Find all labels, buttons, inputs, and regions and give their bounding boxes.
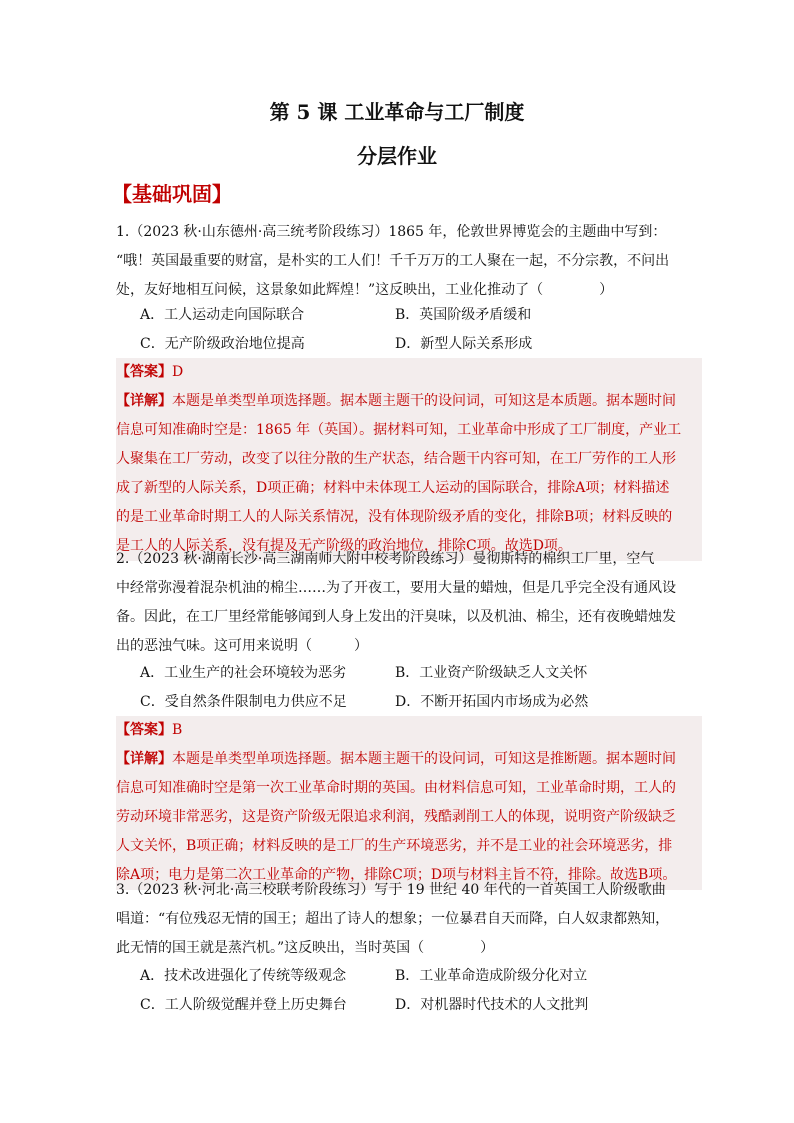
answer-tag: 【答案】 — [116, 364, 172, 380]
option-c: C．受自然条件限制电力供应不足 — [140, 694, 347, 710]
question-line: “哦！英国最重要的财富，是朴实的工人们！千千万万的工人聚在一起，不分宗教，不问出 — [116, 253, 670, 269]
option-a: A．工人运动走向国际联合 — [140, 307, 305, 323]
question-1-answer-block — [116, 358, 702, 561]
option-a: A．工业生产的社会环境较为恶劣 — [140, 665, 347, 681]
question-2-answer-block — [116, 716, 702, 890]
question-line: 3.（2023 秋·河北·高三校联考阶段练习）写于 19 世纪 40 年代的一首英国工人阶级歌曲 — [116, 882, 666, 898]
option-a: A．技术改进强化了传统等级观念 — [140, 968, 347, 984]
option-b: B．英国阶级矛盾缓和 — [395, 307, 532, 323]
question-line: 唱道：“有位残忍无情的国王；超出了诗人的想象；一位暴君自天而降，白人奴隶都熟知， — [116, 911, 670, 927]
option-d: D．对机器时代技术的人文批判 — [395, 997, 589, 1013]
answer-tag: 【答案】 — [116, 722, 172, 738]
question-2-stem — [116, 545, 691, 661]
answer-line — [116, 358, 702, 387]
answer-value: B — [172, 722, 183, 738]
explain-line — [116, 745, 702, 774]
question-line: 2.（2023 秋·湖南长沙·高三湖南师大附中校考阶段练习）曼彻斯特的棉织工厂里，空气 — [116, 551, 655, 567]
explain-text: 信息可知准确时空是第一次工业革命时期的英国。由材料信息可知，工业革命时期，工人的 — [116, 780, 676, 796]
option-d: D．不断开拓国内市场成为必然 — [395, 694, 589, 710]
explain-tag: 【详解】 — [116, 393, 172, 409]
option-c: C．工人阶级觉醒并登上历史舞台 — [140, 997, 347, 1013]
option-b: B．工业资产阶级缺乏人文关怀 — [395, 665, 588, 681]
option-c: C．无产阶级政治地位提高 — [140, 336, 305, 352]
question-line: 处，友好地相互问候，这景象如此辉煌！”这反映出，工业化推动了（ ） — [116, 282, 614, 298]
lesson-title: 第 5 课 工业革命与工厂制度 — [269, 100, 525, 124]
question-3-stem — [116, 876, 691, 963]
question-1-stem — [116, 218, 691, 305]
question-1-options — [140, 301, 700, 359]
lesson-subtitle: 分层作业 — [357, 144, 437, 168]
explain-text: 本题是单类型单项选择题。据本题主题干的设问词，可知这是推断题。据本题时间 — [172, 751, 676, 767]
explain-tag: 【详解】 — [116, 751, 172, 767]
question-line: 1.（2023 秋·山东德州·高三统考阶段练习）1865 年，伦敦世界博览会的主题曲中写到： — [116, 224, 667, 240]
question-3-options — [140, 962, 700, 1020]
explain-text: 除A项；电力是第二次工业革命的产物，排除C项；D项与材料主旨不符，排除。故选B项。 — [116, 867, 677, 883]
option-d: D．新型人际关系形成 — [395, 336, 533, 352]
explain-text: 人聚集在工厂劳动，改变了以往分散的生产状态，结合题干内容可知，在工厂劳作的工人形 — [116, 451, 676, 467]
explain-text: 的是工业革命时期工人的人际关系情况，没有体现阶级矛盾的变化，排除B项；材料反映的 — [116, 509, 673, 525]
section-heading: 【基础巩固】 — [112, 182, 232, 206]
question-line: 此无情的国王就是蒸汽机。”这反映出，当时英国（ ） — [116, 940, 495, 956]
question-2-options — [140, 659, 700, 717]
explain-text: 成了新型的人际关系，D项正确；材料中未体现工人运动的国际联合，排除A项；材料描述 — [116, 480, 670, 496]
question-line: 中经常弥漫着混杂机油的棉尘……为了开夜工，要用大量的蜡烛，但是几乎完全没有通风设 — [116, 580, 676, 596]
answer-value: D — [172, 364, 184, 380]
answer-line — [116, 716, 702, 745]
explain-text: 信息可知准确时空是：1865 年（英国）。据材料可知，工业革命中形成了工厂制度，产业工 — [116, 422, 682, 438]
question-line: 备。因此，在工厂里经常能够闻到人身上发出的汗臭味，以及机油、棉尘，还有夜晚蜡烛发 — [116, 609, 676, 625]
explain-text: 本题是单类型单项选择题。据本题主题干的设问词，可知这是本质题。据本题时间 — [172, 393, 676, 409]
explain-text: 劳动环境非常恶劣，这是资产阶级无限追求利润，残酷剥削工人的体现，说明资产阶级缺乏 — [116, 809, 676, 825]
explain-text: 人文关怀，B项正确；材料反映的是工厂的生产环境恶劣，并不是工业的社会环境恶劣，排 — [116, 838, 673, 854]
explain-line — [116, 387, 702, 416]
explain-text: 是工人的人际关系，没有提及无产阶级的政治地位，排除C项。故选D项。 — [116, 538, 572, 554]
option-b: B．工业革命造成阶级分化对立 — [395, 968, 588, 984]
question-line: 出的恶浊气味。这可用来说明（ ） — [116, 638, 368, 654]
